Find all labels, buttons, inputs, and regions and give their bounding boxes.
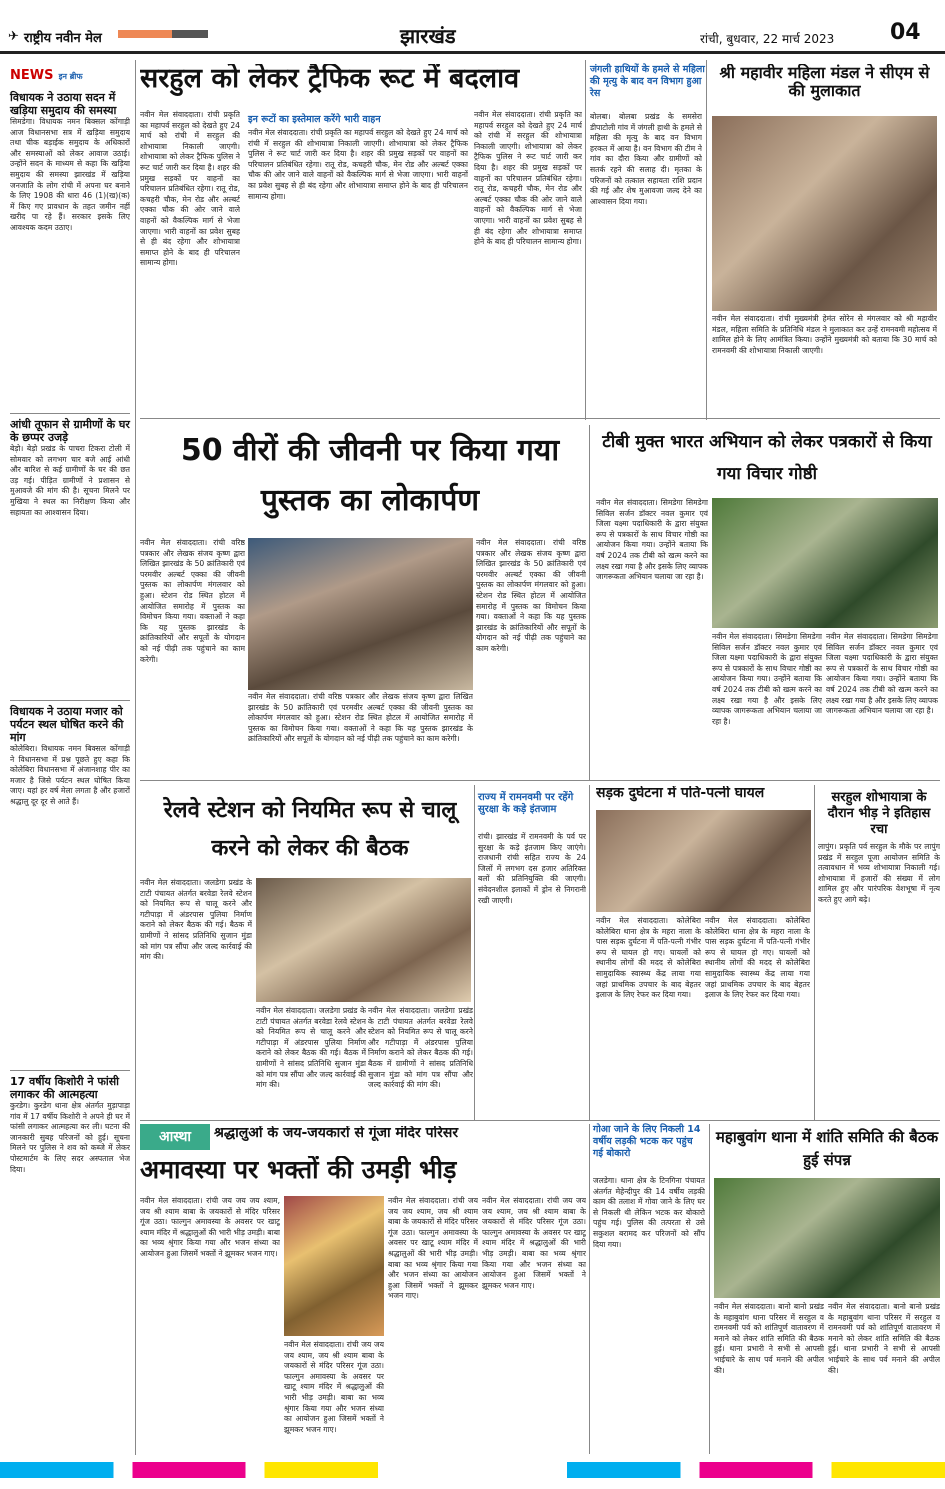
- book-launch-photo: [248, 538, 473, 690]
- news-in-brief-header: [10, 64, 130, 83]
- pencil-decoration: [118, 30, 208, 38]
- sarhul-traffic-body-3: नवीन मेल संवाददाता। रांची प्रकृति का महापर्व सरहुल को देखते हुए 24 मार्च को रांची में सरहुल की शोभायात्रा निकाली जाएगी। शोभायात्रा को लेकर ट्रैफिक पुलिस ने रूट चार्ट जारी कर दिया है। शहर की प्रमुख सड़कों पर वाहनों का परिचालन प्रतिबंधित रहेगा। रातू रोड, कचहरी चौक, मेन रोड और अल्बर्ट एक्का चौक की ओर जाने वाले वाहनों को वैकल्पिक मार्ग से भेजा जाएगा। भारी वाहनों का प्रवेश सुबह से ही बंद रहेगा और शोभायात्रा समाप्त होने के बाद ही परिचालन सामान्य होगा।: [474, 110, 582, 247]
- sarhul-traffic-body-2: नवीन मेल संवाददाता। रांची प्रकृति का महापर्व सरहुल को देखते हुए 24 मार्च को रांची में सरहुल की शोभायात्रा निकाली जाएगी। शोभायात्रा को लेकर ट्रैफिक पुलिस ने रूट चार्ट जारी कर दिया है। शहर की प्रमुख सड़कों पर वाहनों का परिचालन प्रतिबंधित रहेगा। रातू रोड, कचहरी चौक, मेन रोड और अल्बर्ट एक्का चौक की ओर जाने वाले वाहनों को वैकल्पिक मार्ग से भेजा जाएगा। भारी वाहनों का प्रवेश सुबह से ही बंद रहेगा और शोभायात्रा समाप्त होने के बाद ही परिचालन सामान्य होगा।: [248, 128, 468, 201]
- section-divider: [140, 418, 940, 419]
- dateline: रांची, बुधवार, 22 मार्च 2023: [700, 32, 835, 46]
- sarhul-crowd-body: लापुंग। प्रकृति पर्व सरहुल के मौके पर लापुंग प्रखंड में सरहुल पूजा आयोजन समिति के तत्वावधान में भव्य शोभायात्रा निकाली गई। शोभायात्रा में हजारों की संख्या में लोग शामिल हुए और पारंपरिक वेशभूषा में नृत्य करते हुए आगे बढ़े।: [818, 842, 940, 904]
- sarhul-traffic-body: नवीन मेल संवाददाता। रांची प्रकृति का महापर्व सरहुल को देखते हुए 24 मार्च को रांची में सरहुल की शोभायात्रा निकाली जाएगी। शोभायात्रा को लेकर ट्रैफिक पुलिस ने रूट चार्ट जारी कर दिया है। शहर की प्रमुख सड़कों पर वाहनों का परिचालन प्रतिबंधित रहेगा। रातू रोड, कचहरी चौक, मेन रोड और अल्बर्ट एक्का चौक की ओर जाने वाले वाहनों को वैकल्पिक मार्ग से भेजा जाएगा। भारी वाहनों का प्रवेश सुबह से ही बंद रहेगा और शोभायात्रा समाप्त होने के बाद ही परिचालन सामान्य होगा।: [140, 110, 240, 268]
- mahabuang-photo: [714, 1178, 940, 1298]
- book-launch-body: नवीन मेल संवाददाता। रांची वरिष्ठ पत्रकार और लेखक संजय कृष्ण द्वारा लिखित झारखंड के 50 क्रांतिकारी एवं परमवीर अल्बर्ट एक्का की जीवनी पुस्तक का लोकार्पण मंगलवार को हुआ। स्टेशन रोड स्थित होटल में आयोजित समारोह में पुस्तक का विमोचन किया गया। वक्ताओं ने कहा कि यह पुस्तक झारखंड के क्रांतिकारियों और सपूतों के योगदान को नई पीढ़ी तक पहुंचाने का काम करेगी।: [140, 538, 245, 664]
- amavasya-body-3: नवीन मेल संवाददाता। रांची जय जय जय श्याम, जय श्री श्याम बाबा के जयकारों से मंदिर परिसर गूंज उठा। फाल्गुन अमावस्या के अवसर पर खाटू श्याम मंदिर में श्रद्धालुओं की भारी भीड़ उमड़ी। बाबा का भव्य श्रृंगार किया गया और भजन संध्या का आयोजन हुआ जिसमें भक्तों ने झूमकर भजन गाए।: [388, 1196, 478, 1301]
- astha-tag: आस्था: [140, 1124, 210, 1150]
- brief-headline: आंधी तूफान से ग्रामीणों के घर के छप्पर उजड़े: [10, 418, 130, 444]
- column-divider: [589, 425, 590, 780]
- mahabuang-body-2: नवीन मेल संवाददाता। बानो बानो प्रखंड के महाबुवांग थाना परिसर में सरहुल व रामनवमी पर्व को शांतिपूर्ण वातावरण में मनाने को लेकर शांति समिति की बैठक हुई। थाना प्रभारी ने सभी से आपसी भाईचारे के साथ पर्व मनाने की अपील की।: [828, 1302, 940, 1375]
- girl-headline: गोआ जाने के लिए निकली 14 वर्षीय लड़की भटक कर पहुंच गई बोकारो: [593, 1124, 701, 1159]
- girl-body: जलडेगा। थाना क्षेत्र के टिनगिना पंचायत अंतर्गत मेहेन्दीपुर की 14 वर्षीय लड़की काम की तलाश में गोवा जाने के लिए घर से निकली थी लेकिन भटक कर बोकारो पहुंच गई। पुलिस की तत्परता से उसे सकुशल बरामद कर परिजनों को सौंप दिया गया।: [593, 1176, 705, 1249]
- section-title: झारखंड: [400, 24, 456, 48]
- masthead: [0, 0, 945, 54]
- book-launch-headline: 50 वीरों की जीवनी पर किया गया पुस्तक का लोकार्पण: [180, 433, 560, 518]
- brief-item: [10, 700, 130, 1064]
- accident-photo: [596, 810, 811, 912]
- tb-body: नवीन मेल संवाददाता। सिमडेगा सिमडेगा सिविल सर्जन डॉक्टर नवल कुमार एवं जिला यक्ष्मा पदाधिकारी के द्वारा संयुक्त रूप से पत्रकारों के साथ विचार गोष्ठी का आयोजन किया गया। उन्होंने बताया कि वर्ष 2024 तक टीबी को खत्म करने का लक्ष्य रखा गया है और इसके लिए व्यापक जागरूकता अभियान चलाया जा रहा है।: [596, 498, 708, 582]
- railway-body-3: नवीन मेल संवाददाता। जलडेगा प्रखंड के टाटी पंचायत अंतर्गत बरवेडा रेलवे स्टेशन को नियमित रूप से चालू करने और गटीपाड़ा में अंडरपास पुलिया निर्माण कराने को लेकर बैठक की गई। बैठक में ग्रामीणों ने सांसद प्रतिनिधि सुजान मुंडा को मांग पत्र सौंपा और जल्द कार्रवाई की मांग की।: [368, 1006, 473, 1090]
- column-divider: [585, 60, 586, 420]
- amavasya-body-2: नवीन मेल संवाददाता। रांची जय जय जय श्याम, जय श्री श्याम बाबा के जयकारों से मंदिर परिसर गूंज उठा। फाल्गुन अमावस्या के अवसर पर खाटू श्याम मंदिर में श्रद्धालुओं की भारी भीड़ उमड़ी। बाबा का भव्य श्रृंगार किया गया और भजन संध्या का आयोजन हुआ जिसमें भक्तों ने झूमकर भजन गाए।: [284, 1340, 384, 1434]
- column-divider: [135, 60, 136, 1455]
- brief-headline: विधायक ने उठाया सदन में खड़िया समुदाय की समस्या: [10, 91, 117, 117]
- amavasya-body: नवीन मेल संवाददाता। रांची जय जय जय श्याम, जय श्री श्याम बाबा के जयकारों से मंदिर परिसर गूंज उठा। फाल्गुन अमावस्या के अवसर पर खाटू श्याम मंदिर में श्रद्धालुओं की भारी भीड़ उमड़ी। बाबा का भव्य श्रृंगार किया गया और भजन संध्या का आयोजन हुआ जिसमें भक्तों ने झूमकर भजन गाए।: [140, 1196, 280, 1258]
- amavasya-kicker: श्रद्धालुओं के जय-जयकारों से गूंजा मंदिर परिसर: [214, 1126, 459, 1141]
- brief-body: कुरडेग। कुरडेग थाना क्षेत्र अंतर्गत मुड़ापाड़ा गांव में 17 वर्षीय किशोरी ने अपने ही घर में फांसी लगाकर आत्महत्या कर ली। घटना की जानकारी सुबह परिजनों को हुई। सूचना मिलने पर पुलिस ने शव को कब्जे में लेकर पोस्टमार्टम के लिए सदर अस्पताल भेज दिया।: [10, 1101, 130, 1174]
- railway-photo: [256, 878, 471, 1002]
- railway-headline: रेलवे स्टेशन को नियमित रूप से चालू करने को लेकर की बैठक: [163, 798, 457, 861]
- news-in-brief-column: [10, 64, 130, 1454]
- brief-body: बेड़ो। बेड़ो प्रखंड के पाचरा टिकरा टोली में सोमवार को लगभग चार बजे आई आंधी और बारिश से कई ग्रामीणों के घर की छत उड़ गई। पीड़ित ग्रामीणों ने प्रशासन से मुआवजे की मांग की है। सूचना मिलने पर मुखिया ने स्थल का निरीक्षण किया और सहायता का आश्वासन दिया।: [10, 444, 130, 517]
- brief-label: इन ब्रीफ: [58, 72, 83, 81]
- brief-headline: विधायक ने उठाया मजार को पर्यटन स्थल घोषित करने की मांग: [10, 705, 124, 744]
- section-divider: [140, 1120, 940, 1121]
- brief-item: [10, 91, 130, 407]
- column-divider: [589, 1124, 590, 1454]
- column-divider: [589, 785, 590, 1120]
- column-divider: [706, 60, 707, 420]
- sarhul-traffic-headline: सरहुल को लेकर ट्रैफिक रूट में बदलाव: [140, 64, 520, 94]
- mahavir-body: नवीन मेल संवाददाता। रांची मुख्यमंत्री हेमंत सोरेन से मंगलवार को श्री महावीर मंडल, महिला समिति के प्रतिनिधि मंडल ने मुलाकात कर उन्हें रामनवमी महोत्सव में शामिल होने के लिए आमंत्रित किया। उन्होंने मुख्यमंत्री को बताया कि 30 मार्च को रामनवमी की शोभायात्रा निकाली जाएगी।: [712, 314, 937, 355]
- mahavir-photo: [712, 116, 937, 311]
- elephant-body: बोलबा। बोलबा प्रखंड के समसेरा डीपाटोली गांव में जंगली हाथी के हमले से महिला की मृत्यु के बाद वन विभाग हरकत में आया है। वन विभाग की टीम ने गांव का दौरा किया और ग्रामीणों को सतर्क रहने की सलाह दी। मृतका के परिजनों को तत्काल सहायता राशि प्रदान की गई और शेष मुआवजा जल्द देने का आश्वासन दिया गया।: [590, 112, 702, 206]
- column-divider: [814, 785, 815, 1120]
- mahabuang-headline: महाबुवांग थाना में शांति समिति की बैठक हुई संपन्न: [715, 1128, 939, 1169]
- elephant-headline: जंगली हाथियों के हमले से महिला की मृत्यु के बाद वन विभाग हुआ रेस: [590, 64, 705, 99]
- accident-body: नवीन मेल संवाददाता। कोलेबिरा कोलेबिरा थाना क्षेत्र के महरा नाला के पास सड़क दुर्घटना में पति-पत्नी गंभीर रूप से घायल हो गए। घायलों को स्थानीय लोगों की मदद से कोलेबिरा सामुदायिक स्वास्थ्य केंद्र लाया गया जहां प्राथमिक उपचार के बाद बेहतर इलाज के लिए रेफर कर दिया गया।: [596, 916, 701, 1000]
- book-launch-body-2: नवीन मेल संवाददाता। रांची वरिष्ठ पत्रकार और लेखक संजय कृष्ण द्वारा लिखित झारखंड के 50 क्रांतिकारी एवं परमवीर अल्बर्ट एक्का की जीवनी पुस्तक का लोकार्पण मंगलवार को हुआ। स्टेशन रोड स्थित होटल में आयोजित समारोह में पुस्तक का विमोचन किया गया। वक्ताओं ने कहा कि यह पुस्तक झारखंड के क्रांतिकारियों और सपूतों के योगदान को नई पीढ़ी तक पहुंचाने का काम करेगी।: [248, 692, 473, 744]
- page-number: 04: [890, 20, 921, 45]
- mahavir-headline: श्री महावीर महिला मंडल ने सीएम से की मुलाकात: [719, 64, 930, 100]
- brief-item: [10, 1070, 130, 1401]
- ramnavami-body: रांची। झारखंड में रामनवमी के पर्व पर सुरक्षा के कड़े इंतजाम किए जाएंगे। राजधानी रांची सहित राज्य के 24 जिलों में लगभग दस हजार अतिरिक्त बलों की प्रतिनियुक्ति की जाएगी। संवेदनशील इलाकों में ड्रोन से निगरानी रखी जाएगी।: [478, 832, 586, 905]
- amavasya-body-4: नवीन मेल संवाददाता। रांची जय जय जय श्याम, जय श्री श्याम बाबा के जयकारों से मंदिर परिसर गूंज उठा। फाल्गुन अमावस्या के अवसर पर खाटू श्याम मंदिर में श्रद्धालुओं की भारी भीड़ उमड़ी। बाबा का भव्य श्रृंगार किया गया और भजन संध्या का आयोजन हुआ जिसमें भक्तों ने झूमकर भजन गाए।: [482, 1196, 586, 1290]
- ramnavami-headline: राज्य में रामनवमी पर रहेंगे सुरक्षा के कड़े इंतजाम: [478, 792, 574, 815]
- railway-body-2: नवीन मेल संवाददाता। जलडेगा प्रखंड के टाटी पंचायत अंतर्गत बरवेडा रेलवे स्टेशन को नियमित रूप से चालू करने और गटीपाड़ा में अंडरपास पुलिया निर्माण कराने को लेकर बैठक की गई। बैठक में ग्रामीणों ने सांसद प्रतिनिधि सुजान मुंडा को मांग पत्र सौंपा और जल्द कार्रवाई की मांग की।: [256, 1006, 366, 1090]
- news-label: NEWS: [10, 68, 54, 83]
- tb-headline: टीबी मुक्त भारत अभियान को लेकर पत्रकारों से किया गया विचार गोष्ठी: [602, 432, 932, 484]
- mahabuang-body: नवीन मेल संवाददाता। बानो बानो प्रखंड के महाबुवांग थाना परिसर में सरहुल व रामनवमी पर्व को शांतिपूर्ण वातावरण में मनाने को लेकर शांति समिति की बैठक हुई। थाना प्रभारी ने सभी से आपसी भाईचारे के साथ पर्व मनाने की अपील की।: [714, 1302, 824, 1375]
- brief-body: सिमडेगा। विधायक नमन बिक्सल कोंगाड़ी आज विधानसभा सत्र में खड़िया समुदाय तथा चीक बड़ाईक समुदाय के अधिकारों और समस्याओं को लेकर आवाज उठाई। उन्होंने सदन के माध्यम से कहा कि खड़िया समुदाय की समस्या झारखंड में खड़िया जनजाति के लोग रांची में अपना घर बनाने के लिए 1908 की धारा 46 (1)(ख)(क) में किए गए प्रावधान के तहत जमीन नहीं खरीद पा रहे हैं। सरकार इसके लिए आवश्यक कदम उठाए।: [10, 117, 130, 232]
- amavasya-photo: [284, 1196, 384, 1336]
- brief-body: कोलेबिरा। विधायक नमन बिक्सल कोंगाड़ी ने विधानसभा में प्रश्न पूछते हुए कहा कि कोलेबिरा विधानसभा में अंजानशाह पीर का मजार है जिसे पर्यटन स्थल घोषित किया जाए। यहां हर वर्ष मेला लगता है और हजारों श्रद्धालु दूर दूर से आते हैं।: [10, 744, 130, 806]
- brief-headline: 17 वर्षीय किशोरी ने फांसी लगाकर की आत्महत्या: [10, 1075, 120, 1101]
- sarhul-crowd-headline: सरहुल शोभायात्रा के दौरान भीड़ ने इतिहास रचा: [827, 790, 931, 837]
- tb-body-2: नवीन मेल संवाददाता। सिमडेगा सिमडेगा सिविल सर्जन डॉक्टर नवल कुमार एवं जिला यक्ष्मा पदाधिकारी के द्वारा संयुक्त रूप से पत्रकारों के साथ विचार गोष्ठी का आयोजन किया गया। उन्होंने बताया कि वर्ष 2024 तक टीबी को खत्म करने का लक्ष्य रखा गया है और इसके लिए व्यापक जागरूकता अभियान चलाया जा रहा है।: [712, 632, 822, 726]
- print-color-strip: [0, 1462, 945, 1478]
- column-divider: [474, 785, 475, 1120]
- section-divider: [140, 780, 940, 781]
- column-divider: [709, 1124, 710, 1454]
- book-launch-body-3: नवीन मेल संवाददाता। रांची वरिष्ठ पत्रकार और लेखक संजय कृष्ण द्वारा लिखित झारखंड के 50 क्रांतिकारी एवं परमवीर अल्बर्ट एक्का की जीवनी पुस्तक का लोकार्पण मंगलवार को हुआ। स्टेशन रोड स्थित होटल में आयोजित समारोह में पुस्तक का विमोचन किया गया। वक्ताओं ने कहा कि यह पुस्तक झारखंड के क्रांतिकारियों और सपूतों के योगदान को नई पीढ़ी तक पहुंचाने का काम करेगी।: [476, 538, 586, 653]
- accident-headline: सड़क दुर्घटना में पति-पत्नी घायल: [596, 786, 765, 801]
- paper-name: राष्ट्रीय नवीन मेल: [24, 31, 102, 46]
- tb-photo: [712, 498, 938, 628]
- tb-body-3: नवीन मेल संवाददाता। सिमडेगा सिमडेगा सिविल सर्जन डॉक्टर नवल कुमार एवं जिला यक्ष्मा पदाधिकारी के द्वारा संयुक्त रूप से पत्रकारों के साथ विचार गोष्ठी का आयोजन किया गया। उन्होंने बताया कि वर्ष 2024 तक टीबी को खत्म करने का लक्ष्य रखा गया है और इसके लिए व्यापक जागरूकता अभियान चलाया जा रहा है।: [826, 632, 938, 716]
- sarhul-traffic-subhead: इन रूटों का इस्तेमाल करेंगे भारी वाहन: [248, 114, 381, 125]
- accident-body-2: नवीन मेल संवाददाता। कोलेबिरा कोलेबिरा थाना क्षेत्र के महरा नाला के पास सड़क दुर्घटना में पति-पत्नी गंभीर रूप से घायल हो गए। घायलों को स्थानीय लोगों की मदद से कोलेबिरा सामुदायिक स्वास्थ्य केंद्र लाया गया जहां प्राथमिक उपचार के बाद बेहतर इलाज के लिए रेफर कर दिया गया।: [705, 916, 810, 1000]
- railway-body: नवीन मेल संवाददाता। जलडेगा प्रखंड के टाटी पंचायत अंतर्गत बरवेडा रेलवे स्टेशन को नियमित रूप से चालू करने और गटीपाड़ा में अंडरपास पुलिया निर्माण कराने को लेकर बैठक की गई। बैठक में ग्रामीणों ने सांसद प्रतिनिधि सुजान मुंडा को मांग पत्र सौंपा और जल्द कार्रवाई की मांग की।: [140, 878, 252, 962]
- bird-logo-icon: ✈: [8, 29, 19, 44]
- brief-item: [10, 413, 130, 694]
- amavasya-headline: अमावस्या पर भक्तों की उमड़ी भीड़: [140, 1156, 457, 1184]
